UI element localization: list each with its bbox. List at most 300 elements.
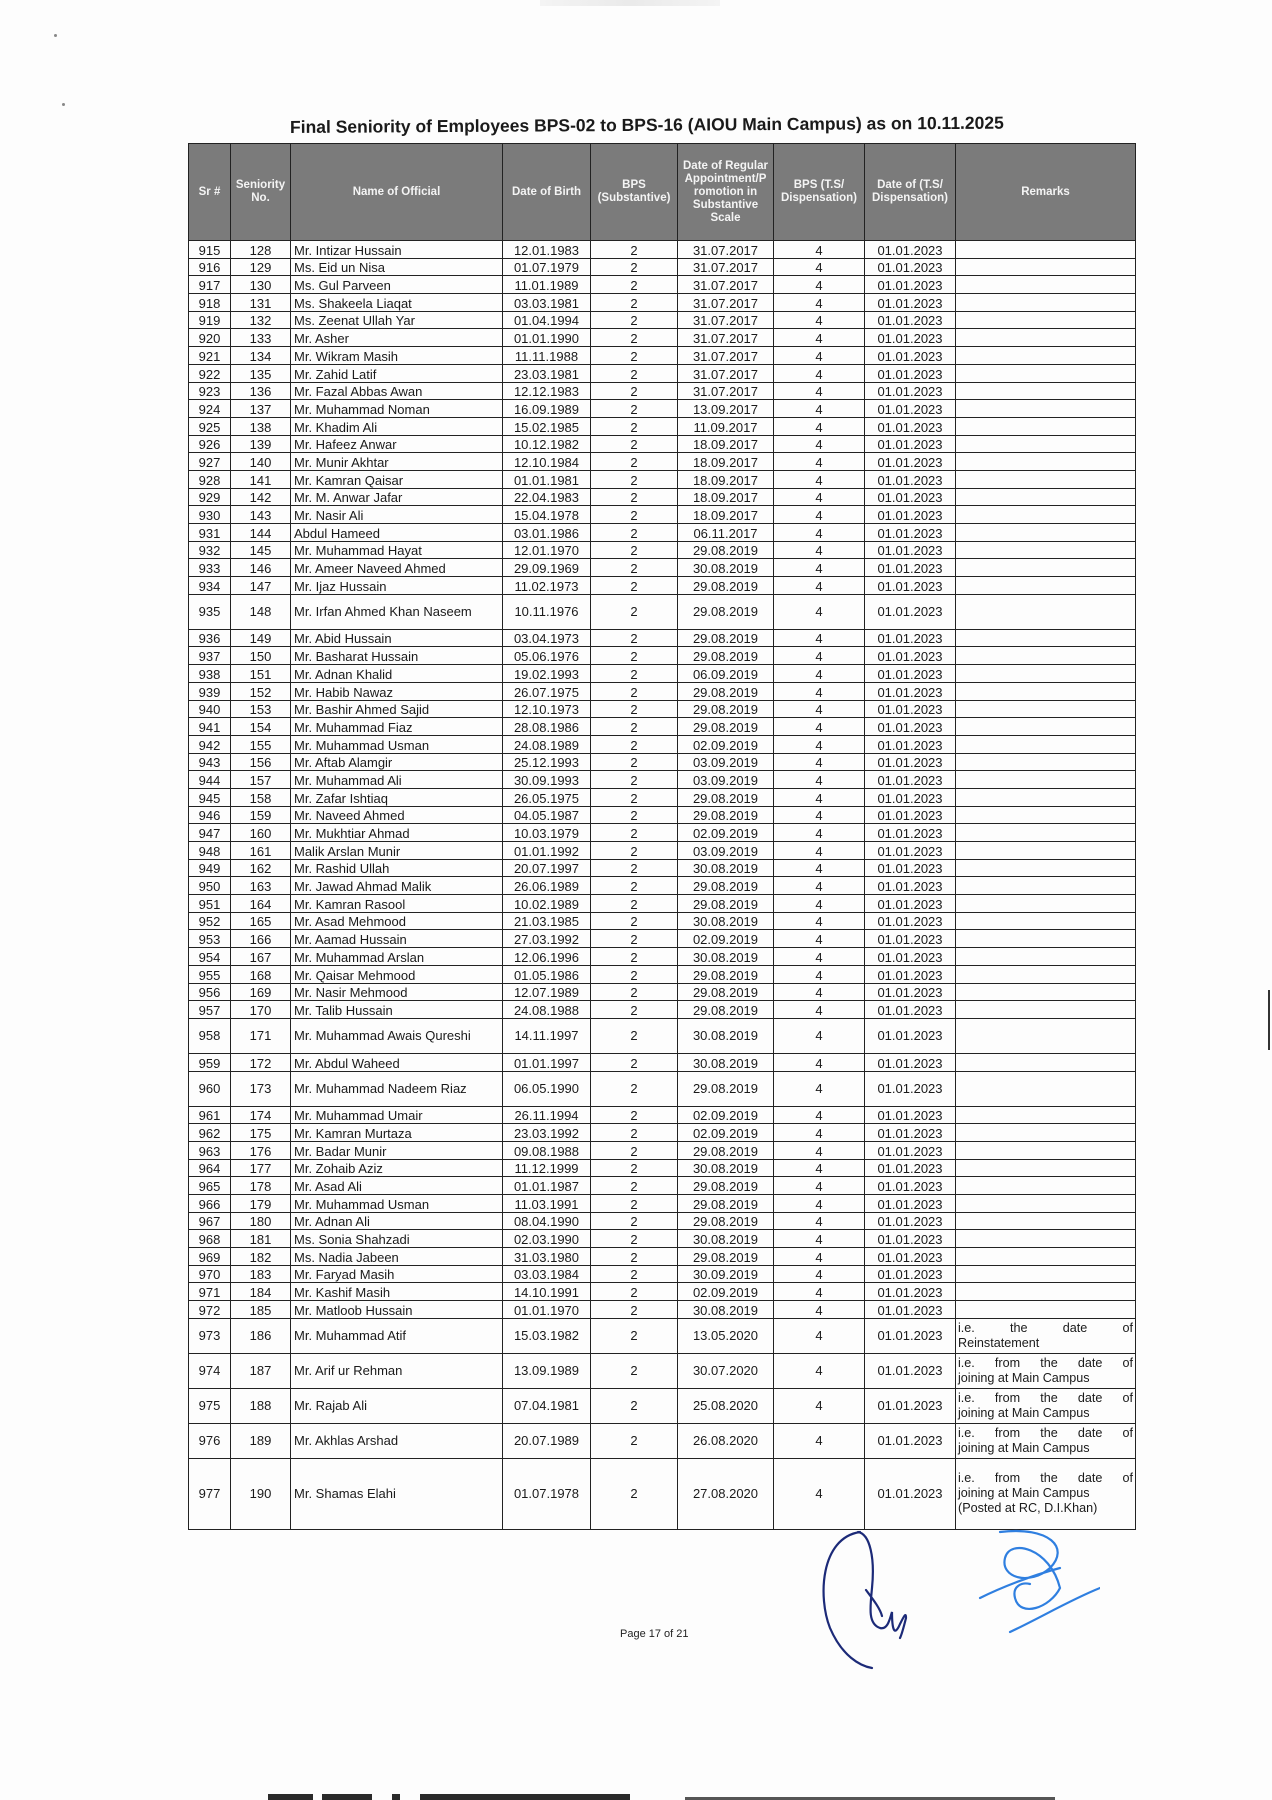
row-seniority-no: 173 [231,1071,291,1106]
row-bps-substantive: 2 [591,1053,678,1071]
row-sr: 969 [189,1248,231,1266]
row-bps-substantive: 2 [591,470,678,488]
row-seniority-no: 165 [231,912,291,930]
row-date-of-birth: 03.03.1984 [503,1265,591,1283]
row-date-ts: 01.01.2023 [865,1001,956,1019]
row-date-of-birth: 04.05.1987 [503,806,591,824]
row-remarks [956,1458,1136,1529]
row-bps-ts: 4 [774,965,865,983]
table-row [189,1159,1136,1177]
row-name: Mr. Irfan Ahmed Khan Naseem [291,594,503,629]
row-seniority-no: 175 [231,1124,291,1142]
row-bps-substantive: 2 [591,294,678,312]
row-name: Ms. Zeenat Ullah Yar [291,311,503,329]
row-name: Mr. Muhammad Nadeem Riaz [291,1071,503,1106]
row-sr: 974 [189,1353,231,1388]
row-sr: 931 [189,524,231,542]
row-date-ts: 01.01.2023 [865,1124,956,1142]
row-name: Mr. Shamas Elahi [291,1458,503,1529]
row-bps-ts: 4 [774,771,865,789]
table-row [189,788,1136,806]
remark-line: i.e. from the date of [958,1355,1133,1370]
row-appointment-date: 29.08.2019 [678,647,774,665]
row-name: Mr. Asad Ali [291,1177,503,1195]
row-seniority-no: 170 [231,1001,291,1019]
row-date-ts: 01.01.2023 [865,912,956,930]
row-bps-ts: 4 [774,1071,865,1106]
page-title: Final Seniority of Employees BPS-02 to BPS-16 (AIOU Main Campus) as on 10.11.2025 [289,112,1004,137]
row-appointment-date: 29.08.2019 [678,983,774,1001]
row-appointment-date: 29.08.2019 [678,788,774,806]
row-name: Mr. Khadim Ali [291,417,503,435]
row-seniority-no: 131 [231,294,291,312]
row-date-ts: 01.01.2023 [865,965,956,983]
row-date-ts: 01.01.2023 [865,647,956,665]
row-date-ts: 01.01.2023 [865,453,956,471]
header-seniority-no: Seniority No. [231,144,291,241]
row-bps-substantive: 2 [591,1248,678,1266]
row-appointment-date: 31.07.2017 [678,382,774,400]
row-seniority-no: 141 [231,470,291,488]
row-seniority-no: 137 [231,400,291,418]
row-appointment-date: 29.08.2019 [678,718,774,736]
row-sr: 946 [189,806,231,824]
row-name: Mr. Nasir Mehmood [291,983,503,1001]
row-date-of-birth: 26.11.1994 [503,1106,591,1124]
row-date-ts: 01.01.2023 [865,524,956,542]
row-remarks [956,1212,1136,1230]
row-appointment-date: 03.09.2019 [678,842,774,860]
row-remarks [956,524,1136,542]
row-date-ts: 01.01.2023 [865,559,956,577]
row-date-of-birth: 14.11.1997 [503,1018,591,1053]
row-remarks [956,948,1136,966]
row-name: Mr. Kamran Qaisar [291,470,503,488]
table-row [189,1018,1136,1053]
row-date-of-birth: 11.03.1991 [503,1195,591,1213]
row-sr: 967 [189,1212,231,1230]
row-date-of-birth: 20.07.1989 [503,1423,591,1458]
row-seniority-no: 168 [231,965,291,983]
row-name: Mr. Zohaib Aziz [291,1159,503,1177]
row-seniority-no: 139 [231,435,291,453]
row-remarks [956,1283,1136,1301]
scan-speck [62,103,65,106]
remark-line: joining at Main Campus [958,1370,1090,1385]
row-seniority-no: 180 [231,1212,291,1230]
row-remarks [956,842,1136,860]
row-name: Ms. Eid un Nisa [291,258,503,276]
row-sr: 971 [189,1283,231,1301]
row-date-ts: 01.01.2023 [865,541,956,559]
row-appointment-date: 29.08.2019 [678,682,774,700]
table-row [189,665,1136,683]
table-row [189,1353,1136,1388]
row-appointment-date: 18.09.2017 [678,470,774,488]
row-date-of-birth: 07.04.1981 [503,1388,591,1423]
row-date-of-birth: 26.06.1989 [503,877,591,895]
row-remarks [956,400,1136,418]
table-row [189,735,1136,753]
row-sr: 973 [189,1318,231,1353]
row-remarks [956,1177,1136,1195]
row-bps-substantive: 2 [591,930,678,948]
table-row [189,859,1136,877]
row-date-ts: 01.01.2023 [865,294,956,312]
row-name: Mr. Intizar Hussain [291,241,503,259]
row-sr: 949 [189,859,231,877]
header-name-of-official: Name of Official [291,144,503,241]
row-date-ts: 01.01.2023 [865,735,956,753]
row-sr: 947 [189,824,231,842]
row-date-ts: 01.01.2023 [865,948,956,966]
row-appointment-date: 30.08.2019 [678,1159,774,1177]
row-date-ts: 01.01.2023 [865,1265,956,1283]
row-name: Mr. Adnan Khalid [291,665,503,683]
row-seniority-no: 185 [231,1301,291,1319]
row-name: Mr. Arif ur Rehman [291,1353,503,1388]
row-bps-ts: 4 [774,1248,865,1266]
row-name: Mr. Hafeez Anwar [291,435,503,453]
row-remarks [956,1248,1136,1266]
row-sr: 976 [189,1423,231,1458]
row-date-of-birth: 15.04.1978 [503,506,591,524]
row-bps-substantive: 2 [591,329,678,347]
row-bps-substantive: 2 [591,435,678,453]
table-row [189,347,1136,365]
row-date-of-birth: 23.03.1992 [503,1124,591,1142]
row-bps-ts: 4 [774,682,865,700]
row-name: Malik Arslan Munir [291,842,503,860]
row-date-of-birth: 10.11.1976 [503,594,591,629]
row-appointment-date: 29.08.2019 [678,577,774,595]
row-seniority-no: 133 [231,329,291,347]
table-row [189,506,1136,524]
row-appointment-date: 31.07.2017 [678,258,774,276]
table-row [189,453,1136,471]
row-date-ts: 01.01.2023 [865,276,956,294]
table-row [189,417,1136,435]
row-sr: 928 [189,470,231,488]
header-sr: Sr # [189,144,231,241]
row-date-of-birth: 05.06.1976 [503,647,591,665]
row-name: Mr. Naveed Ahmed [291,806,503,824]
row-name: Mr. Asher [291,329,503,347]
row-name: Mr. Rajab Ali [291,1388,503,1423]
row-bps-substantive: 2 [591,400,678,418]
row-date-of-birth: 11.01.1989 [503,276,591,294]
row-remarks [956,1353,1136,1388]
row-sr: 945 [189,788,231,806]
row-sr: 927 [189,453,231,471]
table-row [189,824,1136,842]
row-sr: 943 [189,753,231,771]
row-seniority-no: 157 [231,771,291,789]
row-remarks [956,1018,1136,1053]
row-name: Mr. Aamad Hussain [291,930,503,948]
row-name: Mr. Muhammad Arslan [291,948,503,966]
row-bps-ts: 4 [774,417,865,435]
row-seniority-no: 167 [231,948,291,966]
row-bps-ts: 4 [774,700,865,718]
table-row [189,1001,1136,1019]
row-bps-substantive: 2 [591,877,678,895]
row-appointment-date: 30.08.2019 [678,948,774,966]
table-row [189,559,1136,577]
row-bps-ts: 4 [774,1353,865,1388]
table-row [189,895,1136,913]
header-remarks: Remarks [956,144,1136,241]
row-remarks [956,577,1136,595]
row-date-of-birth: 14.10.1991 [503,1283,591,1301]
table-row [189,329,1136,347]
row-remarks [956,1423,1136,1458]
row-bps-substantive: 2 [591,629,678,647]
table-row [189,364,1136,382]
row-bps-ts: 4 [774,1001,865,1019]
row-seniority-no: 174 [231,1106,291,1124]
row-sr: 960 [189,1071,231,1106]
row-bps-ts: 4 [774,294,865,312]
row-bps-ts: 4 [774,1124,865,1142]
row-remarks [956,417,1136,435]
row-remarks [956,329,1136,347]
table-row [189,311,1136,329]
row-sr: 948 [189,842,231,860]
row-seniority-no: 132 [231,311,291,329]
row-bps-substantive: 2 [591,842,678,860]
row-appointment-date: 29.08.2019 [678,1001,774,1019]
row-name: Mr. Ameer Naveed Ahmed [291,559,503,577]
table-row [189,470,1136,488]
table-row [189,1071,1136,1106]
table-row [189,629,1136,647]
table-row [189,1248,1136,1266]
row-sr: 966 [189,1195,231,1213]
row-date-ts: 01.01.2023 [865,1458,956,1529]
row-date-ts: 01.01.2023 [865,1053,956,1071]
row-remarks [956,859,1136,877]
row-appointment-date: 29.08.2019 [678,1141,774,1159]
row-appointment-date: 03.09.2019 [678,753,774,771]
table-row [189,1212,1136,1230]
row-seniority-no: 158 [231,788,291,806]
row-seniority-no: 171 [231,1018,291,1053]
row-sr: 959 [189,1053,231,1071]
row-bps-ts: 4 [774,842,865,860]
scan-edge-mark [1268,990,1270,1050]
row-date-ts: 01.01.2023 [865,364,956,382]
remark-line: i.e. from the date of [958,1425,1133,1440]
row-seniority-no: 189 [231,1423,291,1458]
table-header-row [189,144,1136,241]
row-bps-ts: 4 [774,488,865,506]
row-remarks [956,965,1136,983]
row-remarks [956,382,1136,400]
row-seniority-no: 155 [231,735,291,753]
row-bps-ts: 4 [774,1458,865,1529]
remark-line: i.e. from the date of [958,1390,1133,1405]
row-bps-ts: 4 [774,753,865,771]
table-row [189,1106,1136,1124]
row-bps-substantive: 2 [591,347,678,365]
row-remarks [956,806,1136,824]
table-row [189,488,1136,506]
row-date-of-birth: 13.09.1989 [503,1353,591,1388]
table-row [189,983,1136,1001]
row-seniority-no: 178 [231,1177,291,1195]
seniority-table [188,143,1136,1530]
row-appointment-date: 30.08.2019 [678,559,774,577]
row-remarks [956,930,1136,948]
row-remarks [956,1106,1136,1124]
row-sr: 925 [189,417,231,435]
row-appointment-date: 30.07.2020 [678,1353,774,1388]
row-date-ts: 01.01.2023 [865,1388,956,1423]
row-remarks [956,241,1136,259]
row-appointment-date: 29.08.2019 [678,965,774,983]
row-bps-substantive: 2 [591,1177,678,1195]
row-remarks [956,1159,1136,1177]
row-sr: 936 [189,629,231,647]
row-name: Mr. Abid Hussain [291,629,503,647]
row-remarks [956,488,1136,506]
row-remarks [956,1265,1136,1283]
row-sr: 917 [189,276,231,294]
row-remarks [956,983,1136,1001]
row-appointment-date: 18.09.2017 [678,506,774,524]
row-seniority-no: 145 [231,541,291,559]
row-appointment-date: 29.08.2019 [678,877,774,895]
row-name: Mr. Akhlas Arshad [291,1423,503,1458]
row-seniority-no: 151 [231,665,291,683]
row-sr: 918 [189,294,231,312]
scan-smudge [540,0,720,6]
row-date-ts: 01.01.2023 [865,506,956,524]
row-bps-substantive: 2 [591,453,678,471]
row-date-of-birth: 01.01.1992 [503,842,591,860]
table-row [189,1423,1136,1458]
row-appointment-date: 31.07.2017 [678,329,774,347]
row-bps-substantive: 2 [591,948,678,966]
header-date-of-regular-appointment: Date of Regular Appointment/P romotion in Substantive Scale [678,144,774,241]
row-name: Mr. Munir Akhtar [291,453,503,471]
row-date-ts: 01.01.2023 [865,1018,956,1053]
row-bps-substantive: 2 [591,364,678,382]
row-bps-ts: 4 [774,895,865,913]
row-bps-ts: 4 [774,382,865,400]
row-name: Mr. Faryad Masih [291,1265,503,1283]
row-remarks [956,1301,1136,1319]
table-row [189,1053,1136,1071]
row-name: Mr. Muhammad Usman [291,1195,503,1213]
row-remarks [956,877,1136,895]
row-remarks [956,771,1136,789]
row-bps-ts: 4 [774,1388,865,1423]
row-date-ts: 01.01.2023 [865,470,956,488]
row-bps-substantive: 2 [591,735,678,753]
row-bps-substantive: 2 [591,1353,678,1388]
row-sr: 962 [189,1124,231,1142]
row-bps-ts: 4 [774,470,865,488]
row-date-ts: 01.01.2023 [865,329,956,347]
row-appointment-date: 29.08.2019 [678,629,774,647]
row-appointment-date: 03.09.2019 [678,771,774,789]
row-bps-substantive: 2 [591,1458,678,1529]
row-date-of-birth: 19.02.1993 [503,665,591,683]
table-row [189,912,1136,930]
row-bps-substantive: 2 [591,1212,678,1230]
row-sr: 933 [189,559,231,577]
row-sr: 939 [189,682,231,700]
row-seniority-no: 184 [231,1283,291,1301]
row-date-ts: 01.01.2023 [865,665,956,683]
row-date-ts: 01.01.2023 [865,241,956,259]
row-bps-substantive: 2 [591,665,678,683]
row-name: Mr. Qaisar Mehmood [291,965,503,983]
table-row [189,842,1136,860]
row-date-of-birth: 24.08.1989 [503,735,591,753]
row-bps-substantive: 2 [591,718,678,736]
row-appointment-date: 11.09.2017 [678,417,774,435]
row-date-of-birth: 12.01.1970 [503,541,591,559]
row-name: Mr. Badar Munir [291,1141,503,1159]
row-name: Mr. Adnan Ali [291,1212,503,1230]
row-appointment-date: 30.08.2019 [678,859,774,877]
row-date-ts: 01.01.2023 [865,1353,956,1388]
row-sr: 965 [189,1177,231,1195]
row-appointment-date: 30.08.2019 [678,912,774,930]
row-date-of-birth: 03.04.1973 [503,629,591,647]
row-seniority-no: 138 [231,417,291,435]
row-sr: 919 [189,311,231,329]
row-date-of-birth: 25.12.1993 [503,753,591,771]
row-bps-ts: 4 [774,665,865,683]
row-remarks [956,470,1136,488]
row-seniority-no: 161 [231,842,291,860]
row-sr: 970 [189,1265,231,1283]
row-bps-ts: 4 [774,1018,865,1053]
row-appointment-date: 29.08.2019 [678,895,774,913]
row-date-of-birth: 15.03.1982 [503,1318,591,1353]
row-name: Mr. Muhammad Hayat [291,541,503,559]
table-row [189,258,1136,276]
table-row [189,647,1136,665]
row-bps-ts: 4 [774,647,865,665]
row-remarks [956,1388,1136,1423]
row-remarks [956,347,1136,365]
row-date-ts: 01.01.2023 [865,771,956,789]
row-remarks [956,506,1136,524]
row-date-ts: 01.01.2023 [865,983,956,1001]
row-date-of-birth: 12.01.1983 [503,241,591,259]
row-name: Mr. Jawad Ahmad Malik [291,877,503,895]
row-bps-substantive: 2 [591,824,678,842]
row-remarks [956,559,1136,577]
row-sr: 932 [189,541,231,559]
row-remarks [956,1071,1136,1106]
table-row [189,682,1136,700]
table-row [189,594,1136,629]
row-date-of-birth: 16.09.1989 [503,400,591,418]
row-date-of-birth: 08.04.1990 [503,1212,591,1230]
remark-line: i.e. the date of [958,1320,1133,1335]
row-date-ts: 01.01.2023 [865,1423,956,1458]
row-bps-substantive: 2 [591,488,678,506]
row-bps-substantive: 2 [591,912,678,930]
row-bps-ts: 4 [774,948,865,966]
table-row [189,1283,1136,1301]
